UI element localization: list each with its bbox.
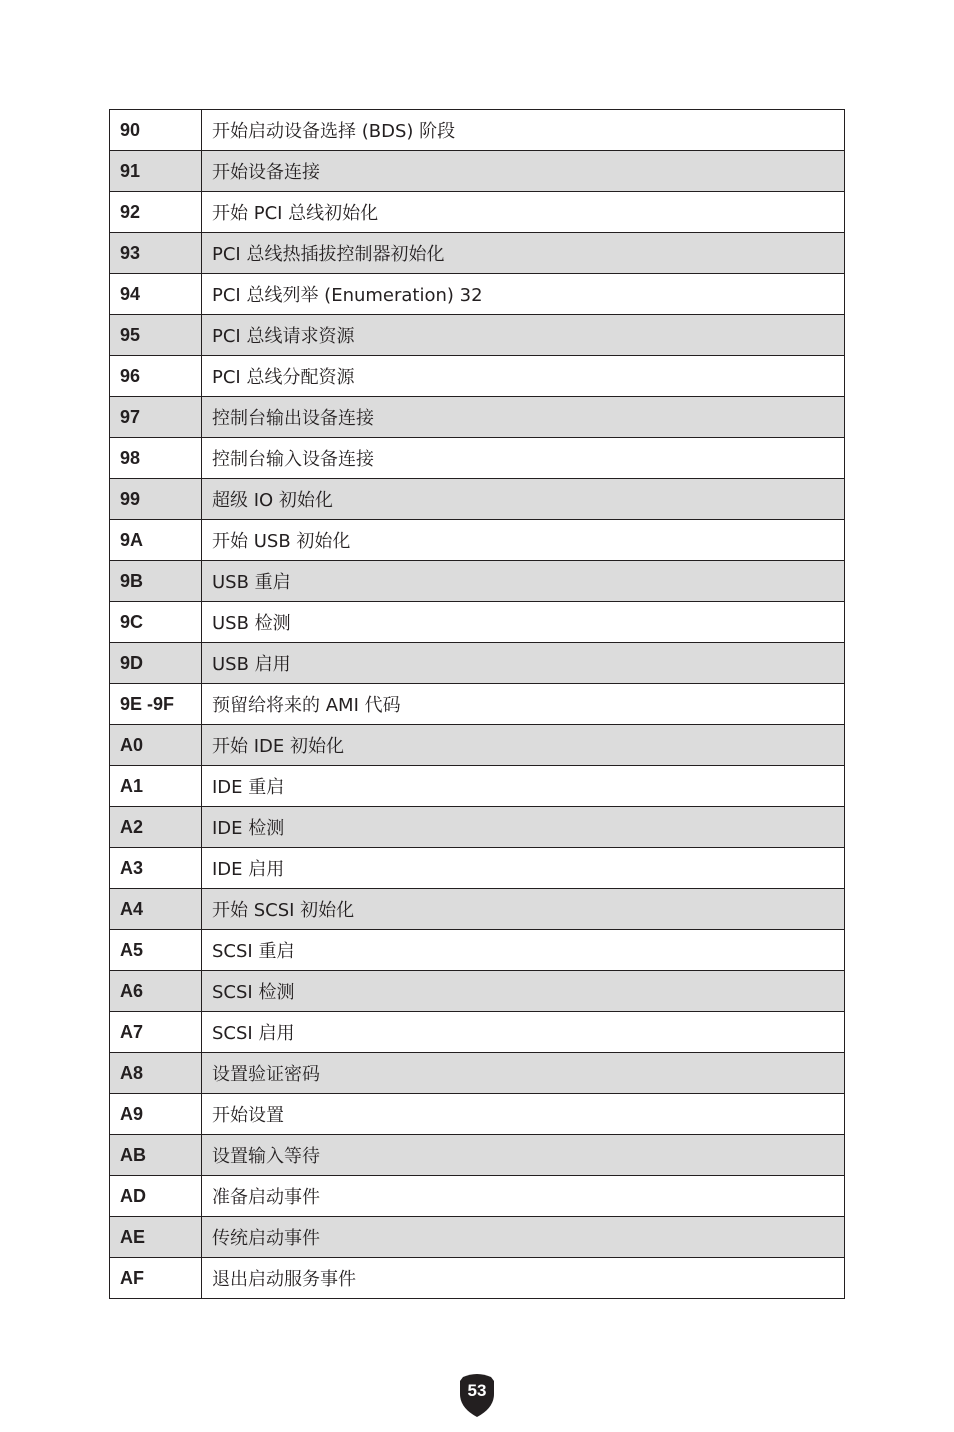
description-cell: IDE 重启 (202, 766, 845, 807)
post-code-table-body (110, 110, 845, 1299)
description-cell: SCSI 重启 (202, 930, 845, 971)
code-cell: 94 (110, 274, 202, 315)
description-cell: 退出启动服务事件 (202, 1258, 845, 1299)
description-cell: PCI 总线分配资源 (202, 356, 845, 397)
code-cell: A2 (110, 807, 202, 848)
description-cell: PCI 总线请求资源 (202, 315, 845, 356)
table-row (110, 479, 845, 520)
code-cell: 90 (110, 110, 202, 151)
code-cell: A8 (110, 1053, 202, 1094)
table-row (110, 1258, 845, 1299)
description-cell: 开始 PCI 总线初始化 (202, 192, 845, 233)
code-cell: A5 (110, 930, 202, 971)
description-cell: PCI 总线列举 (Enumeration) 32 (202, 274, 845, 315)
code-cell: 93 (110, 233, 202, 274)
description-cell: 开始 SCSI 初始化 (202, 889, 845, 930)
description-cell: 开始 USB 初始化 (202, 520, 845, 561)
code-cell: 9E -9F (110, 684, 202, 725)
post-code-table (109, 109, 845, 1299)
code-cell: AD (110, 1176, 202, 1217)
description-cell: 开始设备连接 (202, 151, 845, 192)
table-row (110, 192, 845, 233)
code-cell: 95 (110, 315, 202, 356)
table-row (110, 725, 845, 766)
table-row (110, 1053, 845, 1094)
table-row (110, 561, 845, 602)
page-number-badge (458, 1372, 496, 1418)
table-row (110, 889, 845, 930)
description-cell: 开始启动设备选择 (BDS) 阶段 (202, 110, 845, 151)
table-row (110, 971, 845, 1012)
code-cell: A4 (110, 889, 202, 930)
code-cell: 99 (110, 479, 202, 520)
table-row (110, 233, 845, 274)
description-cell: IDE 启用 (202, 848, 845, 889)
code-cell: AE (110, 1217, 202, 1258)
description-cell: SCSI 启用 (202, 1012, 845, 1053)
description-cell: 超级 IO 初始化 (202, 479, 845, 520)
description-cell: USB 检测 (202, 602, 845, 643)
code-cell: 9B (110, 561, 202, 602)
description-cell: IDE 检测 (202, 807, 845, 848)
table-row (110, 151, 845, 192)
table-row (110, 110, 845, 151)
table-row (110, 356, 845, 397)
code-cell: AB (110, 1135, 202, 1176)
code-cell: 9D (110, 643, 202, 684)
table-row (110, 1176, 845, 1217)
code-cell: 92 (110, 192, 202, 233)
table-row (110, 1094, 845, 1135)
description-cell: PCI 总线热插拔控制器初始化 (202, 233, 845, 274)
page-number: 53 (467, 1381, 487, 1400)
description-cell: 控制台输入设备连接 (202, 438, 845, 479)
table-row (110, 274, 845, 315)
code-cell: AF (110, 1258, 202, 1299)
table-row (110, 684, 845, 725)
code-cell: 9A (110, 520, 202, 561)
table-row (110, 848, 845, 889)
table-row (110, 1217, 845, 1258)
description-cell: 准备启动事件 (202, 1176, 845, 1217)
code-cell: A0 (110, 725, 202, 766)
code-cell: A1 (110, 766, 202, 807)
code-cell: 97 (110, 397, 202, 438)
table-row (110, 930, 845, 971)
code-cell: A9 (110, 1094, 202, 1135)
table-row (110, 643, 845, 684)
code-cell: 96 (110, 356, 202, 397)
description-cell: 预留给将来的 AMI 代码 (202, 684, 845, 725)
table-row (110, 315, 845, 356)
description-cell: USB 启用 (202, 643, 845, 684)
table-row (110, 1012, 845, 1053)
table-row (110, 807, 845, 848)
table-row (110, 766, 845, 807)
code-cell: 98 (110, 438, 202, 479)
code-cell: A7 (110, 1012, 202, 1053)
description-cell: 设置验证密码 (202, 1053, 845, 1094)
table-row (110, 602, 845, 643)
description-cell: 传统启动事件 (202, 1217, 845, 1258)
code-cell: A6 (110, 971, 202, 1012)
table-row (110, 520, 845, 561)
description-cell: SCSI 检测 (202, 971, 845, 1012)
code-cell: 91 (110, 151, 202, 192)
table-row (110, 397, 845, 438)
table-row (110, 438, 845, 479)
code-cell: 9C (110, 602, 202, 643)
code-cell: A3 (110, 848, 202, 889)
description-cell: 控制台输出设备连接 (202, 397, 845, 438)
description-cell: 开始 IDE 初始化 (202, 725, 845, 766)
description-cell: USB 重启 (202, 561, 845, 602)
description-cell: 设置输入等待 (202, 1135, 845, 1176)
description-cell: 开始设置 (202, 1094, 845, 1135)
table-row (110, 1135, 845, 1176)
